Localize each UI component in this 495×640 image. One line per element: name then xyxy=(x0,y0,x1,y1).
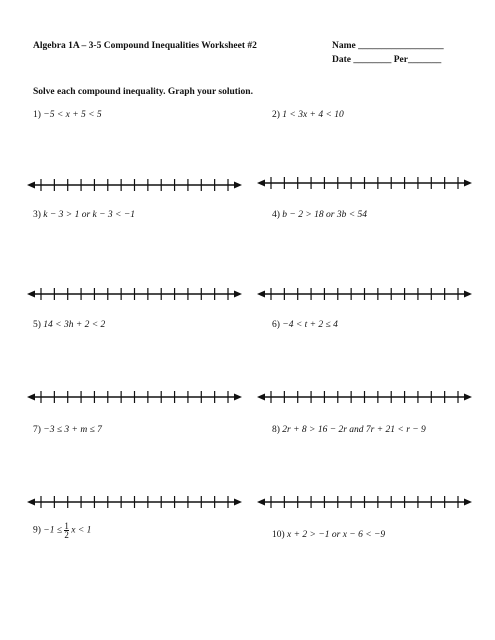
worksheet-title: Algebra 1A – 3-5 Compound Inequalities Worksheet #2 xyxy=(33,41,257,51)
problem-number: 9) xyxy=(33,525,41,536)
right-arrow-icon xyxy=(464,180,472,187)
left-arrow-icon xyxy=(257,499,265,506)
problem-5 xyxy=(33,320,105,330)
problem-expression: x + 2 > −1 or x − 6 < −9 xyxy=(287,530,386,540)
problem-number: 2) xyxy=(272,110,280,120)
right-arrow-icon xyxy=(464,499,472,506)
number-line-6 xyxy=(257,390,472,404)
fraction-denominator: 2 xyxy=(64,530,69,540)
left-arrow-icon xyxy=(257,180,265,187)
right-arrow-icon xyxy=(464,291,472,298)
number-line-8 xyxy=(257,495,472,509)
number-line-4 xyxy=(257,287,472,301)
left-arrow-icon xyxy=(257,394,265,401)
problem-number: 1) xyxy=(33,110,41,120)
fraction-numerator: 1 xyxy=(64,521,69,531)
name-field: Name __________________ xyxy=(332,41,444,51)
problem-3 xyxy=(33,210,135,220)
right-arrow-icon xyxy=(234,182,242,189)
problem-1 xyxy=(33,110,102,120)
number-line-2 xyxy=(257,176,472,190)
problem-number: 5) xyxy=(33,320,41,330)
problem-2 xyxy=(272,110,344,120)
fraction xyxy=(64,522,69,539)
problem-9 xyxy=(33,522,91,539)
problem-4 xyxy=(272,210,367,220)
right-arrow-icon xyxy=(234,394,242,401)
right-arrow-icon xyxy=(464,394,472,401)
left-arrow-icon xyxy=(257,291,265,298)
problem-expression: 1 < 3x + 4 < 10 xyxy=(282,110,344,120)
problem-number: 10) xyxy=(272,530,285,540)
problem-7 xyxy=(33,425,102,435)
problem-expression: b − 2 > 18 or 3b < 54 xyxy=(282,210,367,220)
problem-number: 8) xyxy=(272,425,280,435)
problem-number: 6) xyxy=(272,320,280,330)
left-arrow-icon xyxy=(27,499,35,506)
right-arrow-icon xyxy=(234,499,242,506)
number-line-7 xyxy=(27,495,242,509)
problem-number: 3) xyxy=(33,210,41,220)
problem-expression: 2r + 8 > 16 − 2r and 7r + 21 < r − 9 xyxy=(282,425,426,435)
date-period-field: Date ________ Per_______ xyxy=(332,55,442,65)
instructions: Solve each compound inequality. Graph your solution. xyxy=(33,87,253,97)
number-line-3 xyxy=(27,287,242,301)
problem-expression-part: x < 1 xyxy=(71,525,92,536)
problem-expression: 14 < 3h + 2 < 2 xyxy=(43,320,106,330)
number-line-1 xyxy=(27,178,242,192)
number-line-5 xyxy=(27,390,242,404)
problem-10 xyxy=(272,530,385,540)
problem-number: 7) xyxy=(33,425,41,435)
problem-8 xyxy=(272,425,426,435)
problem-expression: k − 3 > 1 or k − 3 < −1 xyxy=(43,210,135,220)
problem-6 xyxy=(272,320,338,330)
problem-number: 4) xyxy=(272,210,280,220)
left-arrow-icon xyxy=(27,182,35,189)
right-arrow-icon xyxy=(234,291,242,298)
left-arrow-icon xyxy=(27,394,35,401)
problem-expression: −4 < t + 2 ≤ 4 xyxy=(282,320,338,330)
problem-expression: −3 ≤ 3 + m ≤ 7 xyxy=(43,425,102,435)
problem-expression: −5 < x + 5 < 5 xyxy=(43,110,102,120)
problem-expression-part: −1 ≤ xyxy=(43,525,63,536)
left-arrow-icon xyxy=(27,291,35,298)
